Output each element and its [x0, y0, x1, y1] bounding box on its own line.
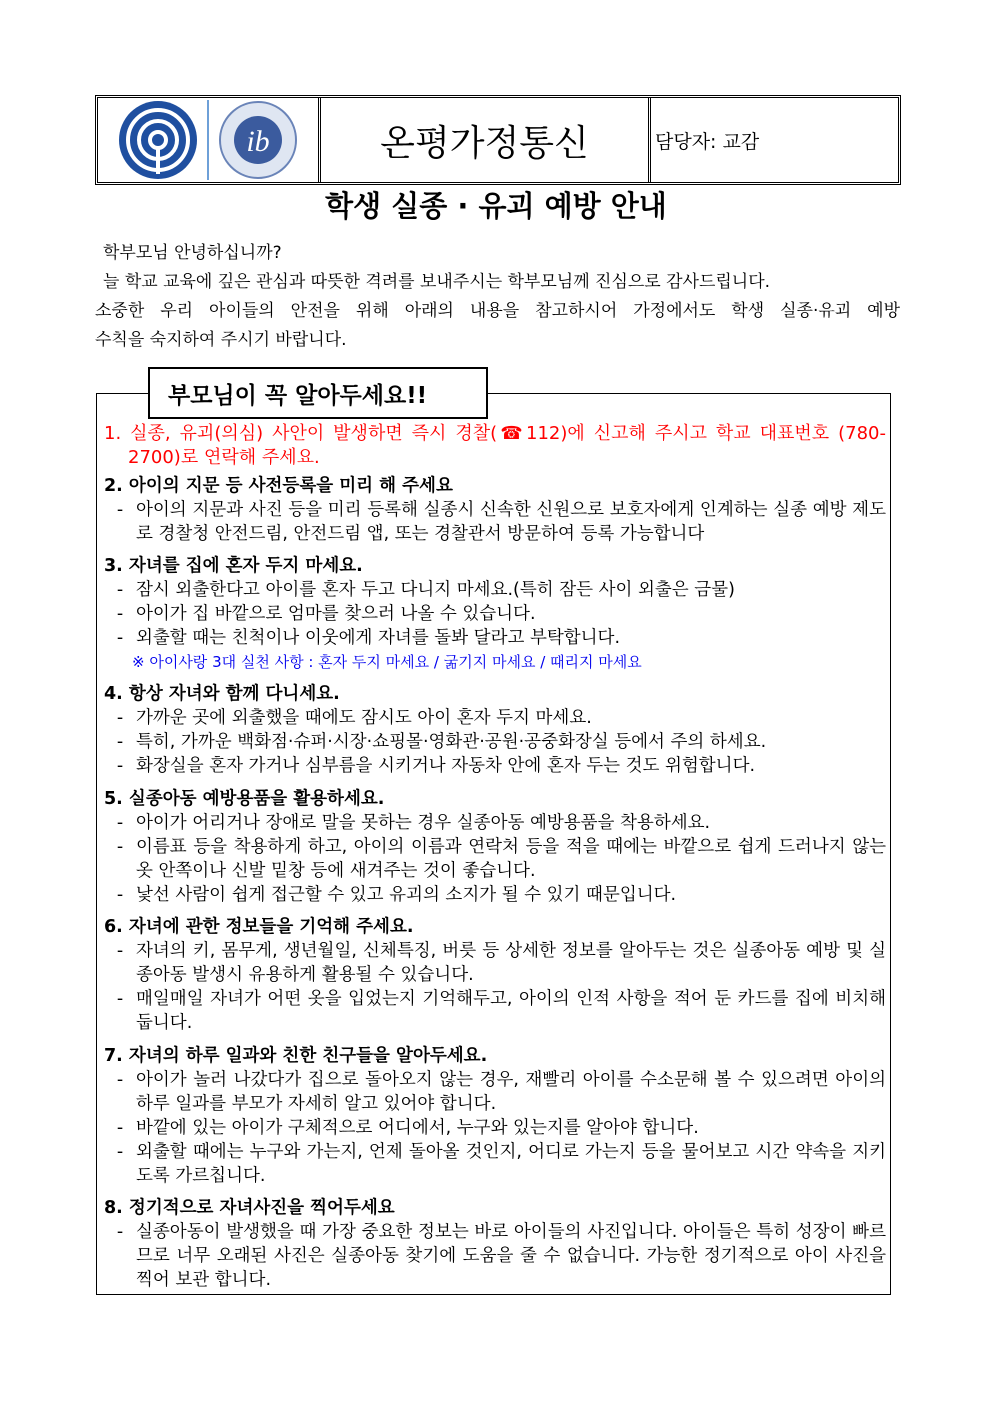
bullet: 아이가 어리거나 장애로 말을 못하는 경우 실종아동 예방용품을 착용하세요. — [136, 813, 711, 833]
bullet: 바깥에 있는 아이가 구체적으로 어디에서, 누구와 있는지를 알아야 합니다. — [136, 1118, 699, 1138]
manager-label: 담당자: 교감 — [655, 130, 760, 153]
bullet: 이름표 등을 착용하게 하고, 아이의 이름과 연락처 등을 적을 때에는 바깥으로 쉽게 드러나지 않는 옷 안쪽이나 신발 밑창 등에 새겨주는 것이 좋습니다. — [136, 837, 886, 881]
section-3: 3. 자녀를 집에 혼자 두지 마세요. - 잠시 외출한다고 아이를 혼자 두고 다니지 마세요.(특히 잠든 사이 외출은 금물) - 아이가 집 바깥으로 엄마를 찾으러 나올 수 있습니다. - 외출할 때는 친척이나 이웃에게 자녀를 돌봐 달라고 부탁합니다. ※ 아이사랑 3대 실천 사항 : 혼자 두지 마세요 / 굶기지 마세요 / 때리지 마세요 — [104, 554, 886, 674]
section-1 — [104, 422, 886, 470]
bullet: 매일매일 자녀가 어떤 옷을 입었는지 기억해두고, 아이의 인적 사항을 적어 둔 카드를 집에 비치해 둡니다. — [136, 989, 886, 1033]
section-heading: 1. 실종, 유괴(의심) 사안이 발생하면 즉시 경찰(☎112)에 신고해 주시고 학교 대표번호 (780-2700)로 연락해 주세요. — [104, 423, 886, 468]
section-6: 6. 자녀에 관한 정보들을 기억해 주세요. - 자녀의 키, 몸무게, 생년월일, 신체특징, 버릇 등 상세한 정보를 알아두는 것은 실종아동 예방 및 실종아동 발생시 유용하게 활용될 수 있습니다. - 매일매일 자녀가 어떤 옷을 입었는지 기억해두고, 아이의 인적 사항을 적어 둔 카드를 집에 비치해 둡니다. — [104, 917, 886, 1033]
bullet: 아이가 놀러 나갔다가 집으로 돌아오지 않는 경우, 재빨리 아이를 수소문해 볼 수 있으려면 아이의 하루 일과를 부모가 자세히 알고 있어야 합니다. — [136, 1070, 886, 1114]
section-4: 4. 항상 자녀와 함께 다니세요. - 가까운 곳에 외출했을 때에도 잠시도 아이 혼자 두지 마세요. - 특히, 가까운 백화점·슈퍼·시장·쇼핑몰·영화관·공원·공중화장실 등에서 주의 하세요. - 화장실을 혼자 가거나 심부름을 시키거나 자동차 안에 혼자 두는 것도 위험합니다. — [104, 682, 886, 778]
bullet: 외출할 때에는 누구와 가는지, 언제 돌아올 것인지, 어디로 가는지 등을 물어보고 시간 약속을 지키도록 가르칩니다. — [136, 1142, 886, 1186]
section-heading: 8. 정기적으로 자녀사진을 찍어두세요 — [104, 1198, 395, 1218]
section-heading: 4. 항상 자녀와 함께 다니세요. — [104, 684, 340, 704]
newsletter-header — [95, 95, 901, 185]
bullet: 외출할 때는 친척이나 이웃에게 자녀를 돌봐 달라고 부탁합니다. — [136, 628, 621, 648]
bullet: 실종아동이 발생했을 때 가장 중요한 정보는 바로 아이들의 사진입니다. 아이들은 특히 성장이 빠르므로 너무 오래된 사진은 실종아동 찾기에 도움을 줄 수 없습니다. 가능한 정기적으로 아이 사진을 찍어 보관 합니다. — [136, 1222, 886, 1290]
bullet: 아이가 집 바깥으로 엄마를 찾으러 나올 수 있습니다. — [136, 604, 536, 624]
document-title: 학생 실종 · 유괴 예방 안내 — [325, 189, 667, 223]
section-7: 7. 자녀의 하루 일과와 친한 친구들을 알아두세요. - 아이가 놀러 나갔다가 집으로 돌아오지 않는 경우, 재빨리 아이를 수소문해 볼 수 있으려면 아이의 하루 일과를 부모가 자세히 알고 있어야 합니다. - 바깥에 있는 아이가 구체적으로 어디에서, 누구와 있는지를 알아야 합니다. - 외출할 때에는 누구와 가는지, 언제 돌아올 것인지, 어디로 가는지 등을 물어보고 시간 약속을 지키도록 가르칩니다. — [104, 1046, 886, 1186]
section-heading: 6. 자녀에 관한 정보들을 기억해 주세요. — [104, 917, 414, 937]
section-2: 2. 아이의 지문 등 사전등록을 미리 해 주세요 - 아이의 지문과 사진 등을 미리 등록해 실종시 신속한 신원으로 보호자에게 인계하는 실종 예방 제도로 경찰청 안전드림, 안전드림 앱, 또는 경찰관서 방문하여 등록 가능합니다 — [104, 476, 886, 544]
tips-box-label: 부모님이 꼭 알아두세요!! — [148, 367, 488, 419]
bullet: 잠시 외출한다고 아이를 혼자 두고 다니지 마세요.(특히 잠든 사이 외출은 금물) — [136, 580, 735, 600]
bullet: 가까운 곳에 외출했을 때에도 잠시도 아이 혼자 두지 마세요. — [136, 708, 592, 728]
section-heading: 2. 아이의 지문 등 사전등록을 미리 해 주세요 — [104, 476, 453, 496]
section-8: 8. 정기적으로 자녀사진을 찍어두세요 - 실종아동이 발생했을 때 가장 중요한 정보는 바로 아이들의 사진입니다. 아이들은 특히 성장이 빠르므로 너무 오래된 사진은 실종아동 찾기에 도움을 줄 수 없습니다. 가능한 정기적으로 아이 사진을 찍어 보관 합니다. — [104, 1198, 886, 1290]
intro-line: 수칙을 숙지하여 주시기 바랍니다. — [95, 330, 347, 350]
section-heading: 5. 실종아동 예방용품을 활용하세요. — [104, 789, 385, 809]
intro-line: 소중한 우리 아이들의 안전을 위해 아래의 내용을 참고하시어 가정에서도 학생 실종·유괴 예방 — [95, 301, 900, 321]
ib-world-school-logo-icon — [217, 99, 299, 181]
intro-line: 늘 학교 교육에 깊은 관심과 따뜻한 격려를 보내주시는 학부모님께 진심으로 감사드립니다. — [103, 272, 771, 292]
bullet: 낯선 사람이 쉽게 접근할 수 있고 유괴의 소지가 될 수 있기 때문입니다. — [136, 885, 677, 905]
child-care-note: ※ 아이사랑 3대 실천 사항 : 혼자 두지 마세요 / 굶기지 마세요 / 때리지 마세요 — [132, 653, 642, 671]
bullet: 화장실을 혼자 가거나 심부름을 시키거나 자동차 안에 혼자 두는 것도 위험합니다. — [136, 756, 756, 776]
bullet: 자녀의 키, 몸무게, 생년월일, 신체특징, 버릇 등 상세한 정보를 알아두는 것은 실종아동 예방 및 실종아동 발생시 유용하게 활용될 수 있습니다. — [136, 941, 886, 985]
logo-cell — [98, 98, 321, 182]
section-heading: 3. 자녀를 집에 혼자 두지 마세요. — [104, 556, 363, 576]
section-5: 5. 실종아동 예방용품을 활용하세요. - 아이가 어리거나 장애로 말을 못하는 경우 실종아동 예방용품을 착용하세요. - 이름표 등을 착용하게 하고, 아이의 이름과 연락처 등을 적을 때에는 바깥으로 쉽게 드러나지 않는 옷 안쪽이나 신발 밑창 등에 새겨주는 것이 좋습니다. - 낯선 사람이 쉽게 접근할 수 있고 유괴의 소지가 될 수 있기 때문입니다. — [104, 789, 886, 905]
bullet: 아이의 지문과 사진 등을 미리 등록해 실종시 신속한 신원으로 보호자에게 인계하는 실종 예방 제도로 경찰청 안전드림, 안전드림 앱, 또는 경찰관서 방문하여 등록 가능합니다 — [136, 500, 886, 544]
newsletter-title: 온평가정통신 — [321, 98, 651, 182]
bullet: 특히, 가까운 백화점·슈퍼·시장·쇼핑몰·영화관·공원·공중화장실 등에서 주의 하세요. — [136, 732, 767, 752]
section-heading: 7. 자녀의 하루 일과와 친한 친구들을 알아두세요. — [104, 1046, 488, 1066]
svg-text:ib: ib — [246, 125, 270, 158]
intro-line: 학부모님 안녕하십니까? — [103, 243, 282, 263]
school-emblem-icon — [117, 99, 199, 181]
